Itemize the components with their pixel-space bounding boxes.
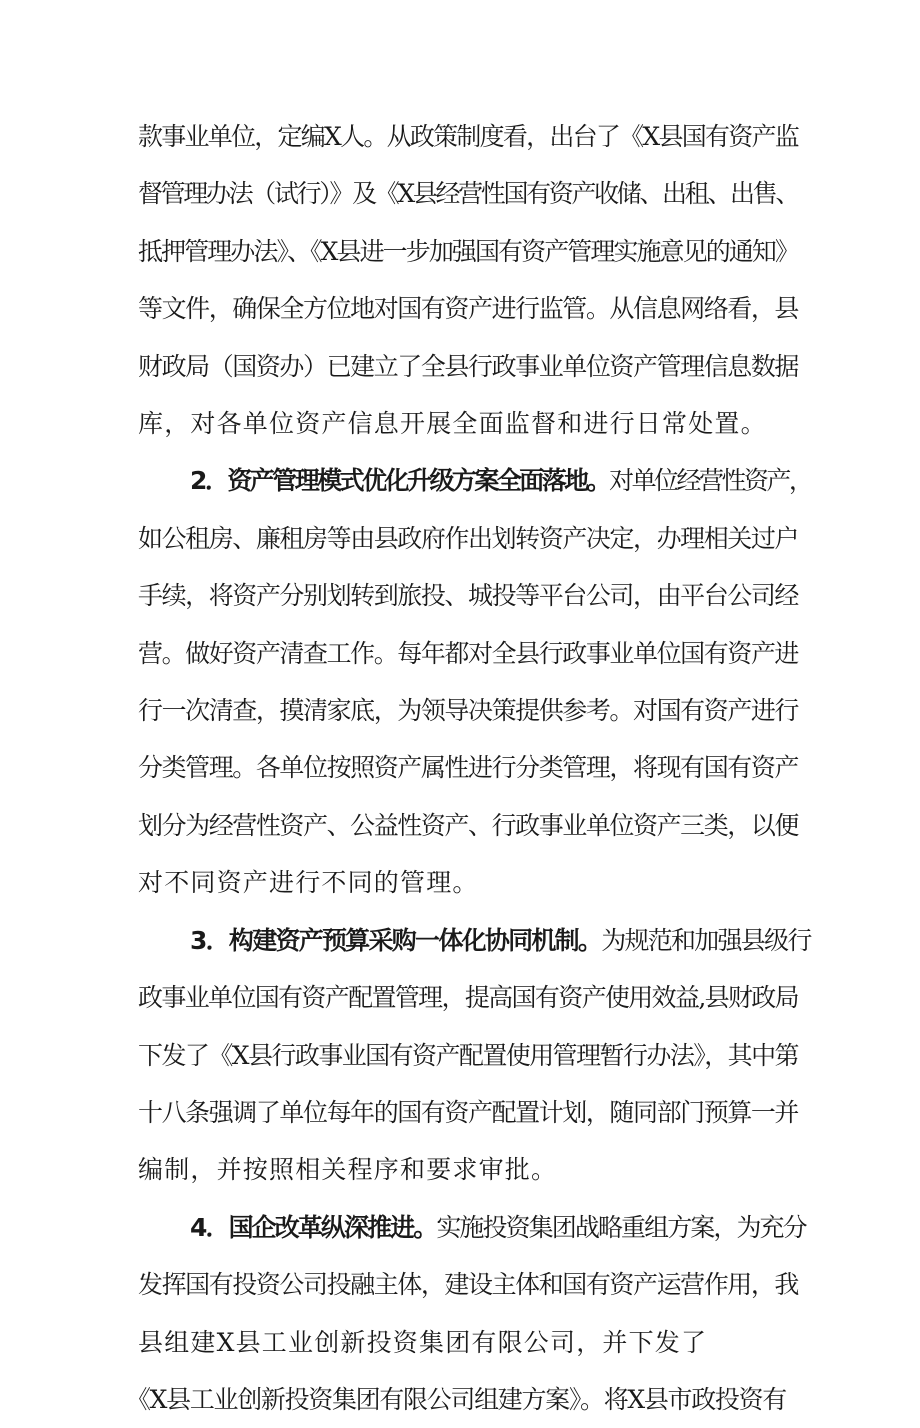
text-line: 十八条强调了单位每年的国有资产配置计划，随同部门预算一并 — [138, 1097, 798, 1127]
text-line — [138, 452, 812, 509]
heading-trailing-text: 对单位经营性资产， — [609, 466, 812, 496]
text-line — [138, 1199, 806, 1256]
text-line: 手续，将资产分别划转到旅投、城投等平台公司，由平台公司经 — [138, 581, 798, 611]
text-line: 政事业单位国有资产配置管理，提高国有资产使用效益,县财政局 — [138, 983, 798, 1013]
paragraph-section-2 — [138, 452, 812, 911]
document-body — [126, 108, 812, 1428]
text-line: 编制，并按照相关程序和要求审批。 — [138, 1155, 558, 1185]
text-line: 对不同资产进行不同的管理。 — [138, 868, 479, 898]
paragraph-section-4 — [126, 1199, 806, 1428]
text-line: 《X县工业创新投资集团有限公司组建方案》。将X县市政投资有 — [126, 1384, 786, 1414]
text-line: 发挥国有投资公司投融主体，建设主体和国有资产运营作用，我 — [138, 1270, 798, 1300]
text-line: 县组建X县工业创新投资集团有限公司，并下发了 — [138, 1327, 708, 1357]
paragraph-section-3 — [138, 912, 811, 1199]
section-heading: 2．资产管理模式优化升级方案全面落地。 — [190, 466, 610, 496]
text-line: 行一次清查，摸清家底，为领导决策提供参考。对国有资产进行 — [138, 696, 798, 726]
text-line: 分类管理。各单位按照资产属性进行分类管理，将现有国有资产 — [138, 753, 798, 783]
text-line: 抵押管理办法》、《X县进一步加强国有资产管理实施意见的通知》 — [138, 236, 798, 266]
text-line: 下发了《X县行政事业国有资产配置使用管理暂行办法》，其中第 — [138, 1040, 798, 1070]
text-line: 督管理办法（试行）》及《X县经营性国有资产收储、出租、出售、 — [138, 179, 798, 209]
heading-trailing-text: 实施投资集团战略重组方案，为充分 — [436, 1212, 806, 1242]
text-line: 库，对各单位资产信息开展全面监督和进行日常处置。 — [138, 409, 767, 439]
section-heading: 3．构建资产预算采购一体化协同机制。 — [190, 925, 602, 955]
text-line: 如公租房、廉租房等由县政府作出划转资产决定，办理相关过户 — [138, 523, 798, 553]
text-line — [138, 912, 811, 969]
section-heading: 4．国企改革纵深推进。 — [190, 1212, 437, 1242]
heading-trailing-text: 为规范和加强县级行 — [601, 925, 811, 955]
paragraph-continuation — [138, 108, 798, 452]
text-line: 款事业单位，定编X人。从政策制度看，出台了《X县国有资产监 — [138, 122, 798, 151]
text-line: 营。做好资产清查工作。每年都对全县行政事业单位国有资产进 — [138, 638, 798, 668]
text-line: 划分为经营性资产、公益性资产、行政事业单位资产三类，以便 — [138, 810, 798, 840]
text-line: 财政局（国资办）已建立了全县行政事业单位资产管理信息数据 — [138, 351, 798, 381]
text-line: 等文件，确保全方位地对国有资产进行监管。从信息网络看，县 — [138, 294, 798, 324]
